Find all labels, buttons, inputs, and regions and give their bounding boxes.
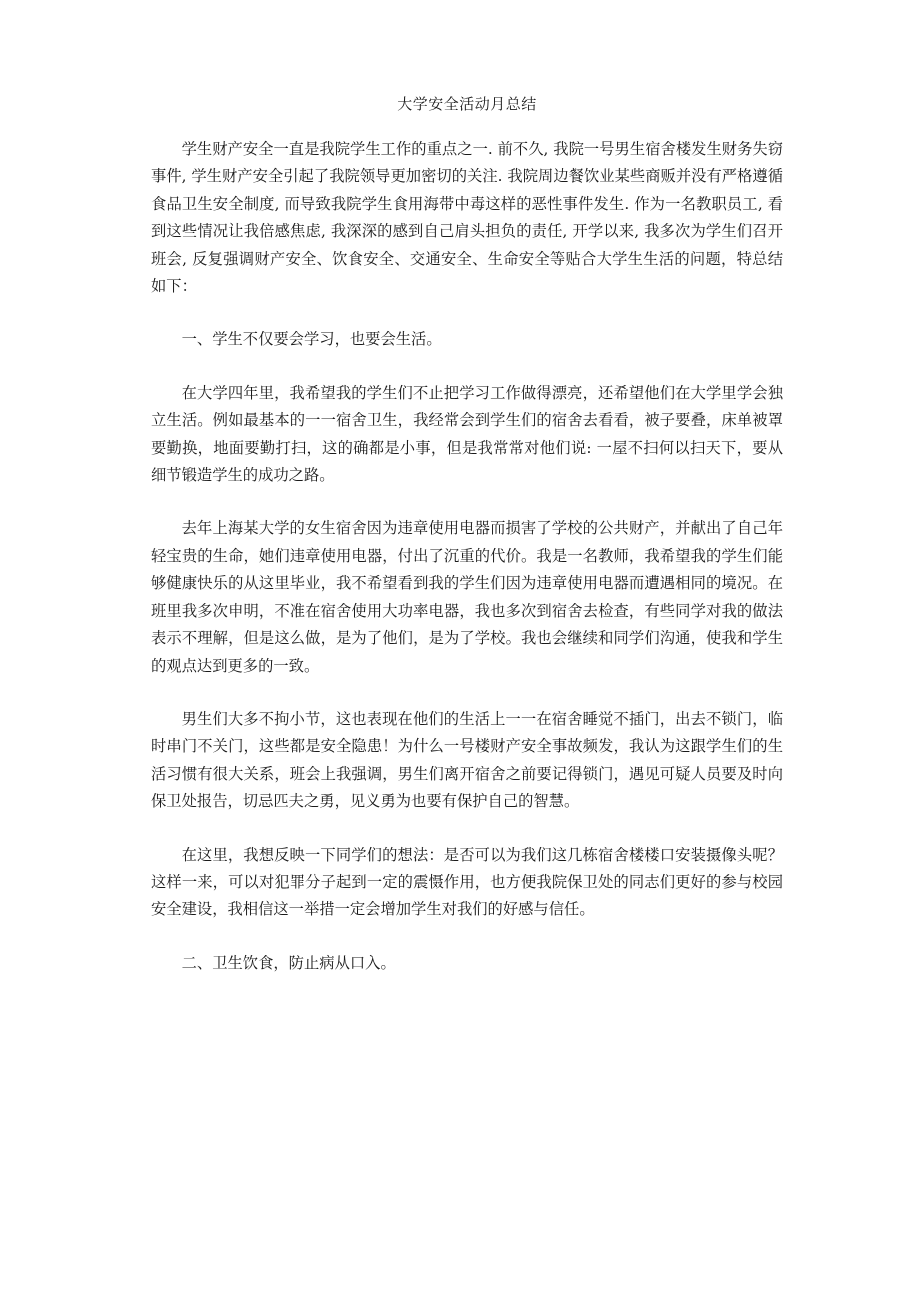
document-title: 大学安全活动月总结 xyxy=(397,95,537,113)
paragraph-intro: 学生财产安全一直是我院学生工作的重点之一. 前不久, 我院一号男生宿舍楼发生财务失窃事件, 学生财产安全引起了我院领导更加密切的关注. 我院周边餐饮业某些商贩并没有严格遵循食品卫生安全制度, 而导致我院学生食用海带中毒这样的恶性事件发生. 作为一名教职员工, 看到这些情况让我倍感焦虑, 我深深的感到自己肩头担负的责任, 开学以来, 我多次为学生们召开班会, 反复强调财产安全、饮食安全、交通安全、生命安全等贴合大学生生活的问题，特总结如下： xyxy=(151,140,783,296)
paragraph-camera-suggestion: 在这里，我想反映一下同学们的想法：是否可以为我们这几栋宿舍楼楼口安装摄像头呢？这样一来，可以对犯罪分子起到一定的震慑作用，也方便我院保卫处的同志们更好的参与校园安全建设，我相信这一举措一定会增加学生对我们的好感与信任。 xyxy=(151,845,783,919)
section-heading-2: 二、卫生饮食，防止病从口入。 xyxy=(181,953,396,972)
paragraph-door-locking: 男生们大多不拘小节，这也表现在他们的生活上一一在宿舍睡觉不插门，出去不锁门，临时串门不关门，这些都是安全隐患！为什么一号楼财产安全事故频发，我认为这跟学生们的生活习惯有很大关系，班会上我强调，男生们离开宿舍之前要记得锁门，遇见可疑人员要及时向保卫处报告，切忌匹夫之勇，见义勇为也要有保护自己的智慧。 xyxy=(151,709,783,811)
document-page xyxy=(151,94,783,1003)
paragraph-electrical-safety: 去年上海某大学的女生宿舍因为违章使用电器而损害了学校的公共财产，并献出了自己年轻宝贵的生命，她们违章使用电器，付出了沉重的代价。我是一名教师，我希望我的学生们能够健康快乐的从这里毕业，我不希望看到我的学生们因为违章使用电器而遭遇相同的境况。在班里我多次申明，不准在宿舍使用大功率电器，我也多次到宿舍去检查，有些同学对我的做法表示不理解，但是这么做，是为了他们，是为了学校。我也会继续和同学们沟通，使我和学生的观点达到更多的一致。 xyxy=(151,519,783,675)
section-heading-1: 一、学生不仅要会学习，也要会生活。 xyxy=(181,330,442,349)
paragraph-dorm-hygiene: 在大学四年里，我希望我的学生们不止把学习工作做得漂亮，还希望他们在大学里学会独立生活。例如最基本的一一宿舍卫生，我经常会到学生们的宿舍去看看，被子要叠，床单被罩要勤换，地面要勤打扫，这的确都是小事，但是我常常对他们说: 一屋不扫何以扫天下，要从细节锻造学生的成功之路。 xyxy=(151,383,783,485)
